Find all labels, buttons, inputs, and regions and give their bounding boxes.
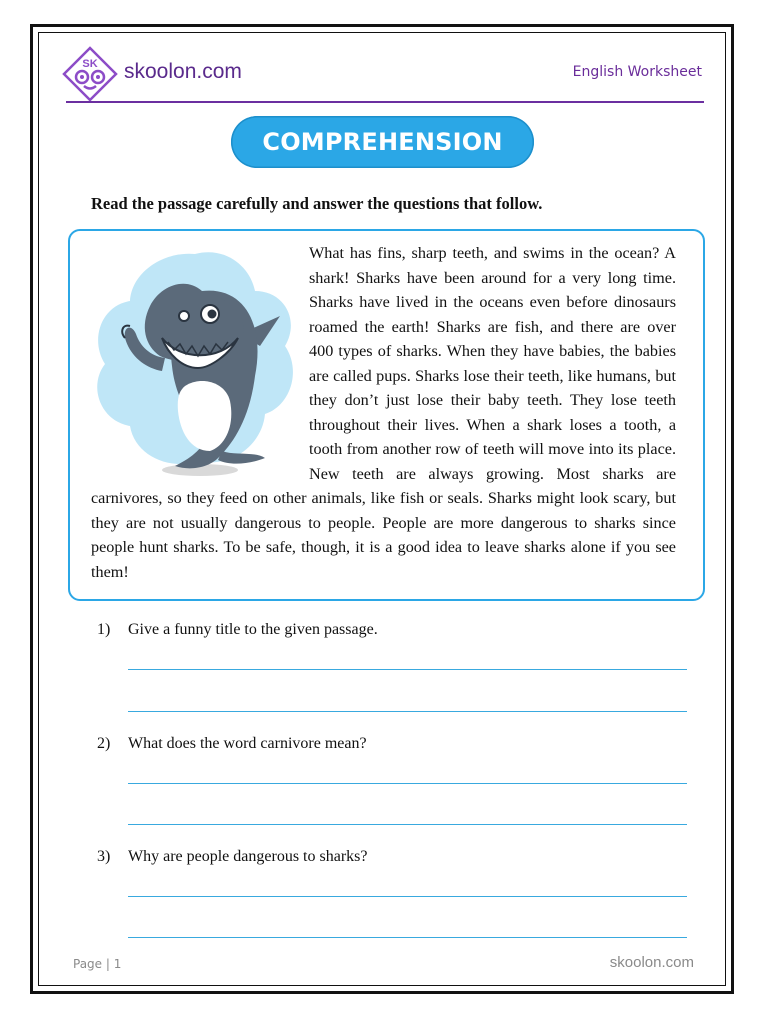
passage-text <box>91 241 676 584</box>
question-text: Why are people dangerous to sharks? <box>128 848 368 865</box>
question-text: What does the word carnivore mean? <box>128 735 367 752</box>
question-3 <box>97 848 367 866</box>
question-number: 1) <box>97 621 111 638</box>
header-divider <box>66 101 704 103</box>
worksheet-title: COMPREHENSION <box>231 116 534 168</box>
instruction-text: Read the passage carefully and answer the questions that follow. <box>91 194 543 213</box>
passage-body: What has fins, sharp teeth, and swims in the ocean? A shark! Sharks have been around for a very long time. Sharks have lived in the oceans even before dinosaurs roamed the earth! Sharks are fish, and there are over 400 types of sharks. When they have babies, the babies are called pups. Sharks lose their teeth, like humans, but they don’t just lose their baby teeth. They lose teeth throughout their lives. When a shark loses a tooth, a tooth from another row of teeth will move into its place. New teeth are always growing. Most sharks are carnivores, so they feed on other animals, like fish or seals. Sharks might look scary, but they are not usually dangerous to people. People are more dangerous to sharks since people hunt sharks. To be safe, though, it is a good idea to leave sharks alone if you see them! <box>91 244 676 581</box>
answer-line[interactable] <box>128 937 687 938</box>
worksheet-subject: English Worksheet <box>572 64 702 80</box>
answer-line[interactable] <box>128 669 687 670</box>
answer-line[interactable] <box>128 896 687 897</box>
answer-line[interactable] <box>128 824 687 825</box>
question-2 <box>97 735 367 753</box>
illustration-space <box>91 241 309 481</box>
footer-site: skoolon.com <box>609 954 694 971</box>
owl-logo-icon <box>62 46 118 102</box>
page-number: Page | 1 <box>73 957 122 971</box>
answer-line[interactable] <box>128 783 687 784</box>
brand-name: skoolon.com <box>124 60 242 83</box>
answer-line[interactable] <box>128 711 687 712</box>
question-number: 3) <box>97 848 111 865</box>
question-1 <box>97 621 378 639</box>
question-text: Give a funny title to the given passage. <box>128 621 378 638</box>
svg-text:SK: SK <box>82 58 98 70</box>
question-number: 2) <box>97 735 111 752</box>
